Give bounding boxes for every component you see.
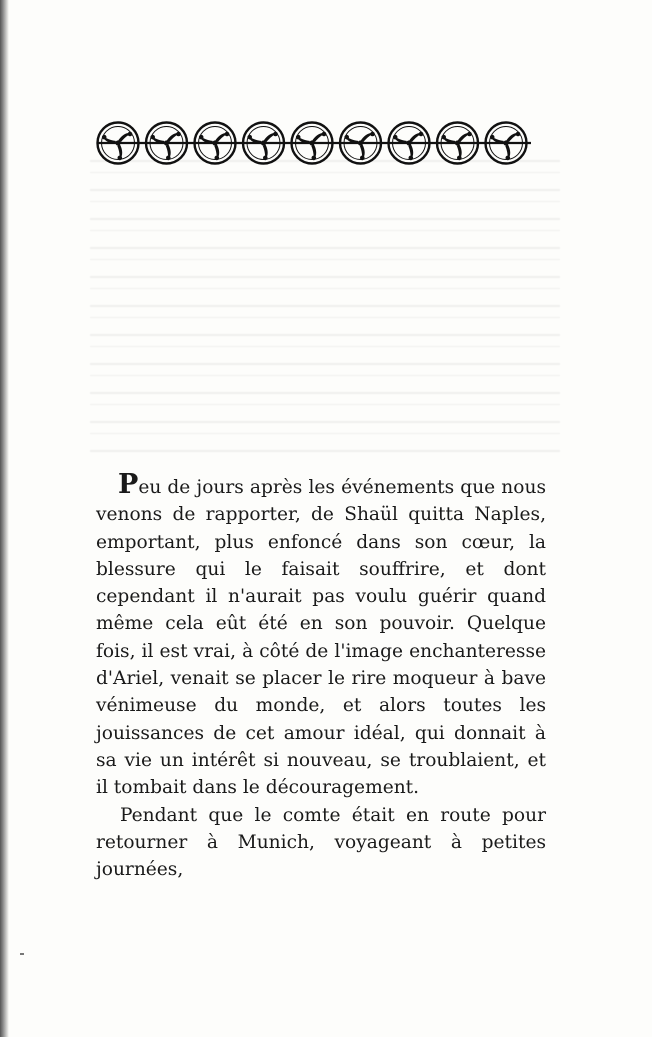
binding-edge	[0, 0, 9, 1037]
paragraph	[96, 802, 546, 884]
paragraph	[96, 471, 546, 802]
body-text	[96, 471, 546, 883]
triskele-band-ornament-icon	[94, 112, 534, 172]
margin-mark	[20, 953, 24, 955]
initial-letter: P	[118, 469, 139, 500]
paragraph-text: Pendant que le comte était en route pour retourner à Munich, voyageant à petites journées,	[96, 804, 546, 881]
show-through-text	[90, 160, 560, 460]
paragraph-text: eu de jours après les événements que nous venons de rapporter, de Shaül quitta Naples, emportant, plus enfoncé dans son cœur, la blessure qui le faisait souffrire, et dont cependant il n'aurait pas voulu guérir quand même cela eût été en son pouvoir. Quelque fois, il est vrai, à côté de l'image enchanteresse d'Ariel, venait se placer le rire moqueur à bave vénimeuse du monde, et alors toutes les jouissances de cet amour idéal, qui donnait à sa vie un intérêt si nouveau, se troublaient, et il tombait dans le découragement.	[96, 477, 546, 799]
